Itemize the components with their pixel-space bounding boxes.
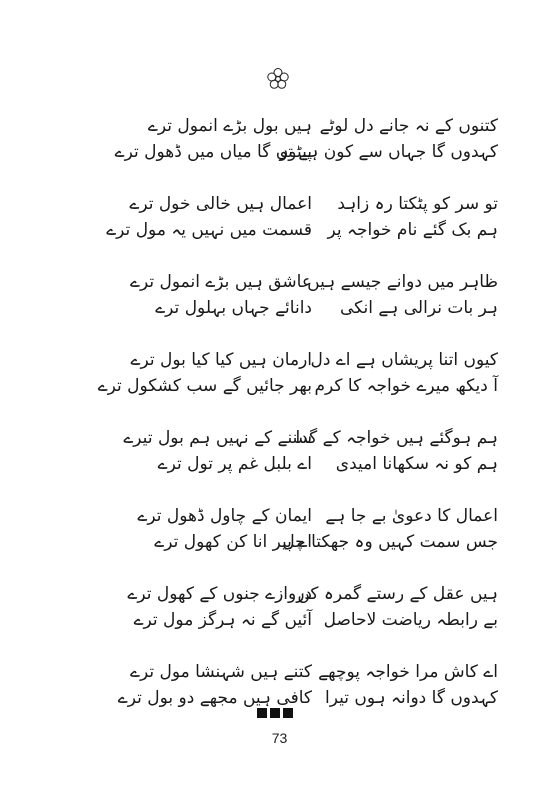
second-hemistich: دروازے جنوں کے کھول ترے xyxy=(127,584,312,604)
verse-line xyxy=(84,217,498,243)
stanza-4 xyxy=(84,347,498,399)
first-hemistich: اعمال کا دعویٰ بے جا ہے xyxy=(325,506,498,526)
first-hemistich: جس سمت کہیں وہ جھکتا چل xyxy=(282,532,498,552)
stanza-3 xyxy=(84,269,498,321)
verse-line xyxy=(84,295,498,321)
first-hemistich: تو سر کو پٹکتا رہ زاہد xyxy=(337,194,498,214)
page-number: 73 xyxy=(271,730,288,746)
first-hemistich: اے کاش مرا خواجہ پوچھے xyxy=(318,662,498,682)
verse-line xyxy=(84,451,498,477)
verse-line xyxy=(84,347,498,373)
second-hemistich: دانائے جہاں بہلول ترے xyxy=(155,298,312,318)
second-hemistich: ارمان ہیں کیا کیا بول ترے xyxy=(130,350,312,370)
verse-line xyxy=(84,529,498,555)
verse-line xyxy=(84,373,498,399)
first-hemistich: آ دیکھ میرے خواجہ کا کرم xyxy=(314,376,498,396)
flower-ornament-icon xyxy=(266,67,290,91)
first-hemistich: ظاہر میں دوانے جیسے ہیں xyxy=(307,272,498,292)
first-hemistich: کیوں اتنا پریشاں ہے اے دل xyxy=(310,350,498,370)
first-hemistich: ہر بات نرالی ہے انکی xyxy=(340,298,498,318)
first-hemistich: ہم بک گئے نام خواجہ پر xyxy=(327,220,498,240)
verse-line xyxy=(84,191,498,217)
separator-square xyxy=(270,708,280,718)
stanza-2 xyxy=(84,191,498,243)
separator-square xyxy=(283,708,293,718)
stanza-5 xyxy=(84,425,498,477)
second-hemistich: سننے کے نہیں ہم بول تیرے xyxy=(123,428,312,448)
second-hemistich: اے پیر انا کن کھول ترے xyxy=(154,532,312,552)
verse-line xyxy=(84,425,498,451)
second-hemistich: ایمان کے چاول ڈھول ترے xyxy=(137,506,312,526)
second-hemistich: عاشق ہیں بڑے انمول ترے xyxy=(130,272,312,292)
second-hemistich: کتنے ہیں شہنشا مول ترے xyxy=(130,662,312,682)
stanza-8 xyxy=(84,659,498,711)
end-of-poem-separator xyxy=(257,708,293,718)
second-hemistich: اعمال ہیں خالی خول ترے xyxy=(129,194,312,214)
second-hemistich: آئیں گے نہ ہرگز مول ترے xyxy=(133,610,312,630)
second-hemistich: اے بلبل غم پر تول ترے xyxy=(157,454,312,474)
verse-line xyxy=(84,139,498,165)
first-hemistich: کہدوں گا جہاں سے کون ہے تو xyxy=(279,142,498,162)
verse-line xyxy=(84,659,498,685)
first-hemistich: ہم ہوگئے ہیں خواجہ کے گدا xyxy=(295,428,498,448)
second-hemistich: کافی ہیں مجھے دو بول ترے xyxy=(117,688,312,708)
verse-line xyxy=(84,581,498,607)
second-hemistich: ہیں بول بڑے انمول ترے xyxy=(147,116,312,136)
verse-line xyxy=(84,503,498,529)
verse-line xyxy=(84,607,498,633)
stanza-7 xyxy=(84,581,498,633)
second-hemistich: بھر جائیں گے سب کشکول ترے xyxy=(97,376,312,396)
stanza-1 xyxy=(84,113,498,165)
separator-square xyxy=(257,708,267,718)
stanza-6 xyxy=(84,503,498,555)
first-hemistich: کتنوں کے نہ جانے دل لوٹے xyxy=(319,116,498,136)
first-hemistich: بے رابطہ ریاضت لاحاصل xyxy=(323,610,498,630)
verse-line xyxy=(84,113,498,139)
verse-line xyxy=(84,269,498,295)
second-hemistich: قسمت میں نہیں یہ مول ترے xyxy=(106,220,312,240)
second-hemistich: پیٹوں گا میاں میں ڈھول ترے xyxy=(114,142,312,162)
first-hemistich: ہیں عقل کے رستے گمرہ کن xyxy=(297,584,498,604)
first-hemistich: کہدوں گا دوانہ ہوں تیرا xyxy=(325,688,498,708)
first-hemistich: ہم کو نہ سکھانا امیدی xyxy=(335,454,498,474)
